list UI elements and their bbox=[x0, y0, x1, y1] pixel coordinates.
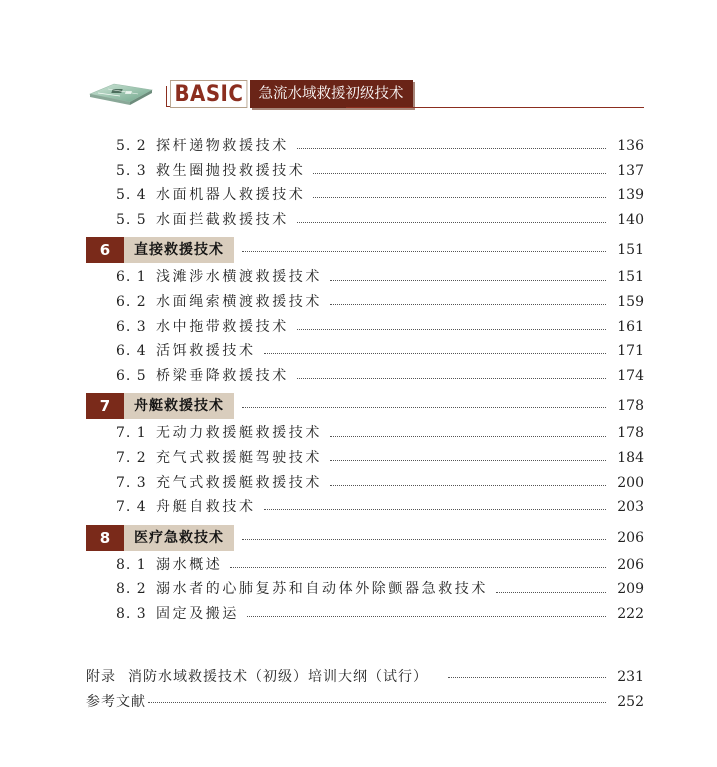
toc-entry-title: 溺水概述 bbox=[156, 556, 223, 573]
toc-entry-page: 136 bbox=[617, 138, 644, 154]
toc-entry-page: 184 bbox=[617, 449, 644, 466]
dot-leader bbox=[230, 566, 606, 568]
appendix-label: 附录 bbox=[86, 669, 116, 685]
chapter-title: 舟艇救援技术 bbox=[124, 393, 234, 419]
dot-leader bbox=[313, 196, 606, 198]
toc-entry-number: 8. 1 bbox=[116, 556, 147, 573]
toc-entry-8-3[interactable] bbox=[86, 603, 646, 628]
dot-leader bbox=[242, 538, 606, 540]
toc-entry-title: 固定及搬运 bbox=[156, 605, 239, 622]
toc-entry-5-2[interactable] bbox=[86, 135, 646, 160]
dot-leader bbox=[297, 377, 606, 379]
appendix-title: 消防水域救援技术（初级）培训大纲（试行） bbox=[128, 669, 428, 685]
toc-entry-title: 水面绳索横渡救援技术 bbox=[156, 293, 322, 310]
chapter-page: 206 bbox=[617, 529, 644, 546]
toc-entry-number: 6. 1 bbox=[116, 269, 147, 286]
basic-label: BASIC bbox=[170, 80, 248, 108]
toc-appendix[interactable] bbox=[86, 666, 646, 686]
dot-leader bbox=[297, 147, 606, 149]
chapter-title: 直接救援技术 bbox=[124, 237, 234, 263]
references-page: 252 bbox=[617, 694, 644, 710]
chapter-number-badge: 6 bbox=[86, 237, 124, 263]
toc-entry-number: 6. 3 bbox=[116, 318, 147, 335]
toc-entry-page: 161 bbox=[617, 318, 644, 335]
toc-entry-7-1[interactable] bbox=[86, 422, 646, 447]
toc-entry-title: 舟艇自救技术 bbox=[156, 499, 256, 516]
toc-entry-6-5[interactable] bbox=[86, 365, 646, 390]
toc-entry-number: 7. 3 bbox=[116, 474, 147, 491]
toc-entry-number: 7. 1 bbox=[116, 425, 147, 442]
dot-leader bbox=[247, 615, 606, 617]
dot-leader bbox=[330, 459, 606, 461]
toc-entry-page: 151 bbox=[617, 269, 644, 286]
toc-entry-number: 5. 2 bbox=[116, 138, 147, 154]
toc-entry-title: 探杆递物救援技术 bbox=[156, 138, 289, 154]
toc-entry-number: 8. 3 bbox=[116, 605, 147, 622]
toc-entry-5-4[interactable] bbox=[86, 184, 646, 209]
dot-leader bbox=[330, 435, 606, 437]
toc-references[interactable] bbox=[86, 691, 646, 711]
dot-leader bbox=[496, 591, 606, 593]
dot-leader bbox=[242, 406, 606, 408]
series-badge bbox=[170, 80, 413, 108]
toc-entry-page: 209 bbox=[617, 581, 644, 598]
toc-entry-title: 溺水者的心肺复苏和自动体外除颤器急救技术 bbox=[156, 581, 488, 598]
toc-entry-number: 5. 4 bbox=[116, 187, 147, 204]
toc-entry-page: 200 bbox=[617, 474, 644, 491]
table-of-contents bbox=[86, 135, 646, 628]
dot-leader bbox=[264, 352, 606, 354]
dot-leader bbox=[330, 279, 606, 281]
toc-entry-number: 7. 4 bbox=[116, 499, 147, 516]
dot-leader bbox=[148, 701, 606, 703]
toc-entry-number: 5. 5 bbox=[116, 211, 147, 228]
toc-entry-6-4[interactable] bbox=[86, 340, 646, 365]
toc-chapter-6[interactable] bbox=[86, 235, 646, 265]
toc-entry-7-4[interactable] bbox=[86, 496, 646, 521]
toc-entry-number: 5. 3 bbox=[116, 162, 147, 179]
toc-entry-page: 171 bbox=[617, 343, 644, 360]
toc-entry-number: 6. 4 bbox=[116, 343, 147, 360]
toc-entry-5-5[interactable] bbox=[86, 209, 646, 234]
header-rule bbox=[346, 107, 644, 108]
dot-leader bbox=[297, 221, 606, 223]
toc-entry-title: 无动力救援艇救援技术 bbox=[156, 425, 322, 442]
dot-leader bbox=[242, 250, 606, 252]
dot-leader bbox=[313, 172, 606, 174]
references-label: 参考文献 bbox=[86, 694, 146, 710]
chapter-page: 178 bbox=[617, 398, 644, 415]
dot-leader bbox=[448, 676, 606, 678]
toc-entry-7-3[interactable] bbox=[86, 472, 646, 497]
toc-entry-title: 桥梁垂降救援技术 bbox=[156, 367, 289, 384]
toc-entry-page: 174 bbox=[617, 367, 644, 384]
toc-entry-number: 6. 2 bbox=[116, 293, 147, 310]
toc-entry-page: 178 bbox=[617, 425, 644, 442]
toc-chapter-7[interactable] bbox=[86, 391, 646, 421]
toc-entry-page: 137 bbox=[617, 162, 644, 179]
toc-entry-page: 206 bbox=[617, 556, 644, 573]
toc-entry-number: 8. 2 bbox=[116, 581, 147, 598]
dot-leader bbox=[264, 508, 606, 510]
running-header bbox=[86, 76, 646, 112]
appendix-page: 231 bbox=[617, 669, 644, 685]
chapter-page: 151 bbox=[617, 242, 644, 259]
toc-entry-6-2[interactable] bbox=[86, 291, 646, 316]
toc-entry-5-3[interactable] bbox=[86, 160, 646, 185]
toc-entry-page: 139 bbox=[617, 187, 644, 204]
series-title: 急流水域救援初级技术 bbox=[250, 80, 413, 108]
toc-entry-6-1[interactable] bbox=[86, 266, 646, 291]
toc-entry-title: 活饵救援技术 bbox=[156, 343, 256, 360]
toc-entry-title: 水面拦截救援技术 bbox=[156, 211, 289, 228]
toc-entry-page: 159 bbox=[617, 293, 644, 310]
toc-entry-6-3[interactable] bbox=[86, 316, 646, 341]
toc-entry-title: 充气式救援艇驾驶技术 bbox=[156, 449, 322, 466]
toc-entry-title: 水面机器人救援技术 bbox=[156, 187, 306, 204]
chapter-title: 医疗急救技术 bbox=[124, 525, 234, 551]
toc-entry-title: 充气式救援艇救援技术 bbox=[156, 474, 322, 491]
toc-entry-title: 救生圈抛投救援技术 bbox=[156, 162, 306, 179]
circuit-board-logo-icon bbox=[86, 80, 156, 106]
toc-entry-title: 水中拖带救援技术 bbox=[156, 318, 289, 335]
chapter-number-badge: 7 bbox=[86, 393, 124, 419]
dot-leader bbox=[297, 328, 606, 330]
toc-entry-8-2[interactable] bbox=[86, 578, 646, 603]
dot-leader bbox=[330, 303, 606, 305]
toc-entry-page: 140 bbox=[617, 211, 644, 228]
toc-entry-page: 222 bbox=[617, 605, 644, 622]
toc-entry-7-2[interactable] bbox=[86, 447, 646, 472]
toc-chapter-8[interactable] bbox=[86, 523, 646, 553]
toc-entry-number: 6. 5 bbox=[116, 367, 147, 384]
dot-leader bbox=[330, 484, 606, 486]
chapter-number-badge: 8 bbox=[86, 525, 124, 551]
toc-entry-page: 203 bbox=[617, 499, 644, 516]
toc-entry-title: 浅滩涉水横渡救援技术 bbox=[156, 269, 322, 286]
toc-entry-number: 7. 2 bbox=[116, 449, 147, 466]
toc-entry-8-1[interactable] bbox=[86, 554, 646, 579]
